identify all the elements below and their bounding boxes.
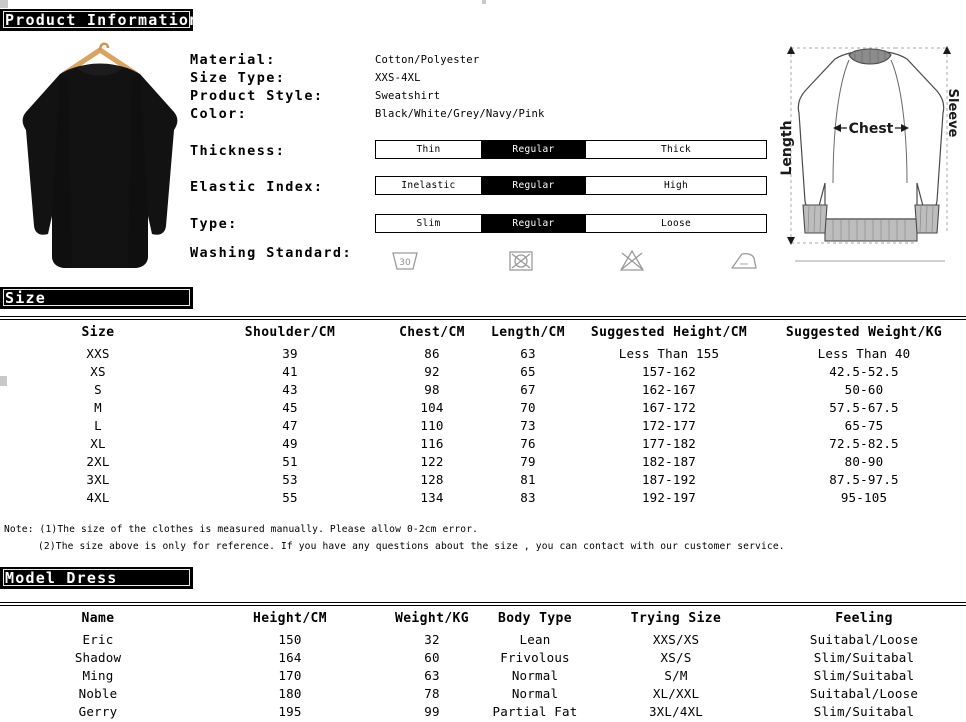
do-not-tumble-dry-icon: [504, 245, 538, 275]
size_table-cell: 50-60: [844, 381, 884, 397]
size_table-cell: 167-172: [641, 399, 697, 415]
model-table-rule-upper: [0, 602, 966, 603]
table-row: [0, 630, 966, 648]
model_table-cell: 99: [424, 703, 440, 719]
model_table-cell: Lean: [519, 631, 551, 647]
model_table-cell: 195: [278, 703, 302, 719]
size_table-cell: XL: [90, 435, 106, 451]
size_table-cell: 55: [282, 489, 298, 505]
size_table-cell: 47: [282, 417, 298, 433]
spec-value-material: Cotton/Polyester: [375, 54, 480, 66]
size-table-rule-lower: [0, 319, 966, 320]
size_table-cell: 63: [520, 345, 536, 361]
model_table-cell: Ming: [82, 667, 114, 683]
model_table-cell: XL/XXL: [652, 685, 700, 701]
model_table-cell: Partial Fat: [492, 703, 578, 719]
size-col-chest: Chest/CM: [399, 325, 465, 340]
size_table-cell: 2XL: [86, 453, 110, 469]
size_table-cell: M: [94, 399, 102, 415]
spec-label-type: Type:: [190, 216, 238, 232]
size_table-cell: 98: [424, 381, 440, 397]
table-row: [0, 488, 966, 506]
option-thickness-thick[interactable]: Thick: [586, 141, 766, 158]
table-row: [0, 452, 966, 470]
model_table-cell: Noble: [78, 685, 118, 701]
size_table-cell: 42.5-52.5: [829, 363, 899, 379]
size_table-cell: 67: [520, 381, 536, 397]
section-header-size: [0, 287, 193, 309]
size_table-cell: 79: [520, 453, 536, 469]
option-bar-type[interactable]: [375, 214, 767, 233]
svg-text:30: 30: [399, 258, 411, 268]
size_table-cell: 162-167: [641, 381, 697, 397]
size_table-cell: 87.5-97.5: [829, 471, 899, 487]
model_table-cell: 63: [424, 667, 440, 683]
table-row: [0, 380, 966, 398]
model_table-cell: 3XL/4XL: [648, 703, 704, 719]
model_table-cell: Eric: [82, 631, 114, 647]
edge-artifact: [0, 0, 8, 8]
spec-label-product-style: Product Style:: [190, 88, 324, 104]
model_table-cell: Suitabal/Loose: [809, 685, 919, 701]
model_table-cell: Normal: [511, 667, 559, 683]
spec-label-elastic-index: Elastic Index:: [190, 179, 324, 195]
size_table-cell: 4XL: [86, 489, 110, 505]
size_table-cell: 53: [282, 471, 298, 487]
model-table-header-row: [0, 608, 966, 630]
size_table-cell: 76: [520, 435, 536, 451]
size-table-header-row: [0, 322, 966, 344]
size_table-cell: 83: [520, 489, 536, 505]
model-col-body-type: Body Type: [497, 611, 573, 626]
size_table-cell: 39: [282, 345, 298, 361]
size_table-cell: 41: [282, 363, 298, 379]
size_table-cell: 157-162: [641, 363, 697, 379]
model_table-cell: Frivolous: [500, 649, 570, 665]
option-type-loose[interactable]: Loose: [586, 215, 766, 232]
model_table-cell: XXS/XS: [652, 631, 700, 647]
size_table-cell: 182-187: [641, 453, 697, 469]
table-row: [0, 434, 966, 452]
option-thickness-regular[interactable]: Regular: [481, 141, 586, 158]
size-table-rule-upper: [0, 316, 966, 317]
spec-value-size-type: XXS-4XL: [375, 72, 421, 84]
size-col-suggested-weight: Suggested Weight/KG: [785, 325, 943, 340]
section-title-product-information: Product Information: [5, 11, 200, 29]
model_table-cell: Slim/Suitabal: [813, 703, 915, 719]
care-icon-row: [375, 245, 767, 275]
size_table-cell: L: [94, 417, 102, 433]
spec-label-thickness: Thickness:: [190, 143, 286, 159]
diagram-chest-label: Chest: [848, 121, 894, 137]
model_table-cell: Shadow: [74, 649, 122, 665]
model_table-cell: 164: [278, 649, 302, 665]
size_table-cell: 81: [520, 471, 536, 487]
model_table-cell: XS/S: [660, 649, 692, 665]
size-table: [0, 322, 966, 506]
option-elastic-regular[interactable]: Regular: [481, 177, 586, 194]
table-row: [0, 344, 966, 362]
size_table-cell: 192-197: [641, 489, 697, 505]
model_table-cell: Gerry: [78, 703, 118, 719]
model-col-name: Name: [81, 611, 115, 626]
size_table-cell: 110: [420, 417, 444, 433]
model-col-height: Height/CM: [252, 611, 328, 626]
size_table-cell: 80-90: [844, 453, 884, 469]
table-row: [0, 648, 966, 666]
size-col-shoulder: Shoulder/CM: [244, 325, 336, 340]
size_table-cell: 49: [282, 435, 298, 451]
section-header-product-information: [0, 9, 200, 31]
size_table-cell: 92: [424, 363, 440, 379]
table-row: [0, 362, 966, 380]
size_table-cell: 57.5-67.5: [829, 399, 899, 415]
model-dress-table: [0, 608, 966, 720]
size-note-line-1: Note: (1)The size of the clothes is measured manually. Please allow 0-2cm error.: [4, 524, 479, 535]
spec-label-washing-standard: Washing Standard:: [190, 245, 352, 261]
size_table-cell: 51: [282, 453, 298, 469]
size_table-cell: 65: [520, 363, 536, 379]
section-title-model-dress: Model Dress: [5, 569, 118, 587]
size_table-cell: 172-177: [641, 417, 697, 433]
size_table-cell: 3XL: [86, 471, 110, 487]
model_table-cell: Slim/Suitabal: [813, 649, 915, 665]
option-type-regular[interactable]: Regular: [481, 215, 586, 232]
size_table-cell: 177-182: [641, 435, 697, 451]
model_table-cell: 60: [424, 649, 440, 665]
table-row: [0, 684, 966, 702]
product-photo: [12, 30, 188, 278]
model_table-cell: 78: [424, 685, 440, 701]
option-thickness-thin[interactable]: Thin: [376, 141, 481, 158]
spec-label-color: Color:: [190, 106, 248, 122]
model-col-weight: Weight/KG: [394, 611, 470, 626]
size_table-cell: 128: [420, 471, 444, 487]
model_table-cell: S/M: [664, 667, 688, 683]
size_table-cell: 86: [424, 345, 440, 361]
table-row: [0, 398, 966, 416]
diagram-sleeve-label: Sleeve: [945, 88, 960, 138]
size_table-cell: XS: [90, 363, 106, 379]
model_table-cell: 32: [424, 631, 440, 647]
option-type-slim[interactable]: Slim: [376, 215, 481, 232]
size_table-cell: Less Than 155: [618, 345, 720, 361]
model-col-feeling: Feeling: [835, 611, 893, 626]
model_table-cell: Normal: [511, 685, 559, 701]
size-col-size: Size: [81, 325, 115, 340]
size_table-cell: S: [94, 381, 102, 397]
section-title-size: Size: [5, 289, 46, 307]
option-elastic-inelastic[interactable]: Inelastic: [376, 177, 481, 194]
size-note-line-2: (2)The size above is only for reference. If you have any questions about the size , you can contact with our customer service.: [38, 541, 785, 552]
size_table-cell: 122: [420, 453, 444, 469]
size-col-length: Length/CM: [490, 325, 566, 340]
size_table-cell: 95-105: [840, 489, 888, 505]
size_table-cell: 73: [520, 417, 536, 433]
size_table-cell: 72.5-82.5: [829, 435, 899, 451]
model-col-trying-size: Trying Size: [630, 611, 722, 626]
size_table-cell: 116: [420, 435, 444, 451]
garment-measurement-diagram: [775, 33, 965, 278]
size_table-cell: 45: [282, 399, 298, 415]
option-elastic-high[interactable]: High: [586, 177, 766, 194]
model_table-cell: 150: [278, 631, 302, 647]
model_table-cell: 180: [278, 685, 302, 701]
model_table-cell: Slim/Suitabal: [813, 667, 915, 683]
section-header-model-dress: [0, 567, 193, 589]
option-bar-elastic-index[interactable]: [375, 176, 767, 195]
edge-artifact: [482, 0, 486, 4]
iron-icon: [727, 245, 761, 275]
diagram-length-label: Length: [779, 120, 795, 176]
option-bar-thickness[interactable]: [375, 140, 767, 159]
model_table-cell: Suitabal/Loose: [809, 631, 919, 647]
size_table-cell: 70: [520, 399, 536, 415]
size_table-cell: Less Than 40: [817, 345, 911, 361]
size_table-cell: 43: [282, 381, 298, 397]
table-row: [0, 416, 966, 434]
model_table-cell: 170: [278, 667, 302, 683]
spec-label-material: Material:: [190, 52, 276, 68]
size_table-cell: 104: [420, 399, 444, 415]
do-not-bleach-icon: [615, 245, 649, 275]
size_table-cell: 65-75: [844, 417, 884, 433]
table-row: [0, 666, 966, 684]
size_table-cell: XXS: [86, 345, 110, 361]
spec-value-color: Black/White/Grey/Navy/Pink: [375, 108, 545, 120]
spec-label-size-type: Size Type:: [190, 70, 286, 86]
spec-value-product-style: Sweatshirt: [375, 90, 441, 102]
table-row: [0, 702, 966, 720]
size_table-cell: 187-192: [641, 471, 697, 487]
table-row: [0, 470, 966, 488]
size_table-cell: 134: [420, 489, 444, 505]
model-table-rule-lower: [0, 605, 966, 606]
size-col-suggested-height: Suggested Height/CM: [590, 325, 748, 340]
wash-30-degrees-icon: [388, 245, 422, 275]
